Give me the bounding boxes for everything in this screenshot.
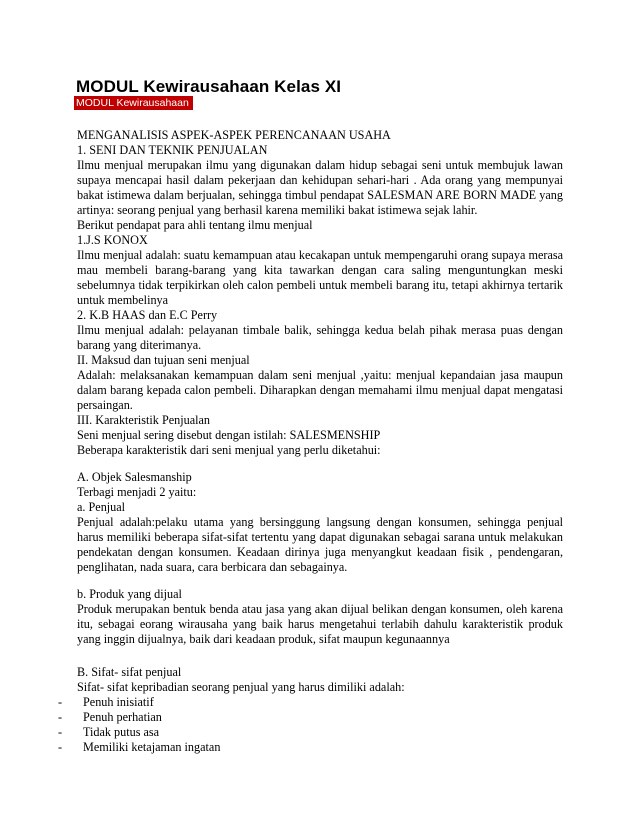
section-title: 2. K.B HAAS dan E.C Perry <box>77 308 218 322</box>
list-item <box>58 695 563 710</box>
spacer <box>77 647 563 665</box>
paragraph: Berikut pendapat para ahli tentang ilmu menjual <box>77 218 313 232</box>
list-item <box>58 710 563 725</box>
section-title: b. Produk yang dijual <box>77 587 182 601</box>
paragraph: Ilmu menjual merupakan ilmu yang digunakan dalam hidup sebagai seni untuk membujuk lawan supaya mencapai hasil dalam pekerjaan dan kehidupan sehari-hari . Ada orang yang mempunyai bakat istimewa dalam berjualan, sehingga timbul pendapat SALESMAN ARE BORN MADE yang artinya: seorang penjual yang berhasil karena memiliki bakat istimewa sejak lahir. <box>77 158 563 217</box>
list-item-text: Tidak putus asa <box>83 725 160 739</box>
bullet-dash: - <box>58 740 63 754</box>
section-title: III. Karakteristik Penjualan <box>77 413 210 427</box>
section-title: a. Penjual <box>77 500 126 514</box>
section-title: A. Objek Salesmanship <box>77 470 192 484</box>
bullet-dash: - <box>58 695 63 709</box>
paragraph: Penjual adalah:pelaku utama yang bersinggung langsung dengan konsumen, sehingga penjual harus memiliki beberapa sifat-sifat tertentu yang dapat digunakan sebagai sarana untuk melakukan pendekatan dengan konsumen. Keadaan dirinya juga menyangkut keadaan fisik , pendengaran, penglihatan, nada suara, cara berbicara dan sebagainya. <box>77 515 563 574</box>
paragraph: Seni menjual sering disebut dengan istilah: SALESMENSHIP <box>77 428 381 442</box>
page-title: MODUL Kewirausahaan Kelas XI <box>76 77 342 96</box>
spacer <box>77 458 563 470</box>
paragraph: Terbagi menjadi 2 yaitu: <box>77 485 197 499</box>
section-title: 1. SENI DAN TEKNIK PENJUALAN <box>77 143 268 157</box>
section-title: 1.J.S KONOX <box>77 233 148 247</box>
paragraph: Beberapa karakteristik dari seni menjual yang perlu diketahui: <box>77 443 381 457</box>
bullet-dash: - <box>58 725 63 739</box>
list-item <box>58 725 563 740</box>
document-body <box>58 128 563 755</box>
spacer <box>77 575 563 587</box>
section-title: II. Maksud dan tujuan seni menjual <box>77 353 250 367</box>
paragraph: Ilmu menjual adalah: suatu kemampuan atau kecakapan untuk mempengaruhi orang supaya merasa mau membeli barang-barang yang kita tawarkan dengan cara saling menguntungkan meski sebelumnya tidak terpikirkan oleh calon pembeli untuk membeli barang itu, tetapi akhirnya tertarik untuk membelinya <box>77 248 563 307</box>
section-title: B. Sifat- sifat penjual <box>77 665 182 679</box>
paragraph: Sifat- sifat kepribadian seorang penjual yang harus dimiliki adalah: <box>77 680 405 694</box>
paragraph: Produk merupakan bentuk benda atau jasa yang akan dijual belikan dengan konsumen, oleh karena itu, sebagai eorang wirausaha yang baik harus mengetahui terlabih dahulu karakteristik produk yang inggin dijualnya, baik dari keadaan produk, sifat maupun kegunaannya <box>77 602 563 646</box>
list-item-text: Penuh perhatian <box>83 710 162 724</box>
module-label: MODUL Kewirausahaan <box>74 96 193 110</box>
paragraph: Adalah: melaksanakan kemampuan dalam seni menjual ,yaitu: menjual kepandaian jasa maupun dalam barang kepada calon pembeli. Diharapkan dengan memahami ilmu menjual dapat mengatasi persaingan. <box>77 368 563 412</box>
bullet-dash: - <box>58 710 63 724</box>
list-item-text: Memiliki ketajaman ingatan <box>83 740 221 754</box>
list-item <box>58 740 563 755</box>
paragraph: Ilmu menjual adalah: pelayanan timbale balik, sehingga kedua belah pihak merasa puas dengan barang yang diterimanya. <box>77 323 563 352</box>
main-heading: MENGANALISIS ASPEK-ASPEK PERENCANAAN USAHA <box>77 128 391 142</box>
list-item-text: Penuh inisiatif <box>83 695 154 709</box>
